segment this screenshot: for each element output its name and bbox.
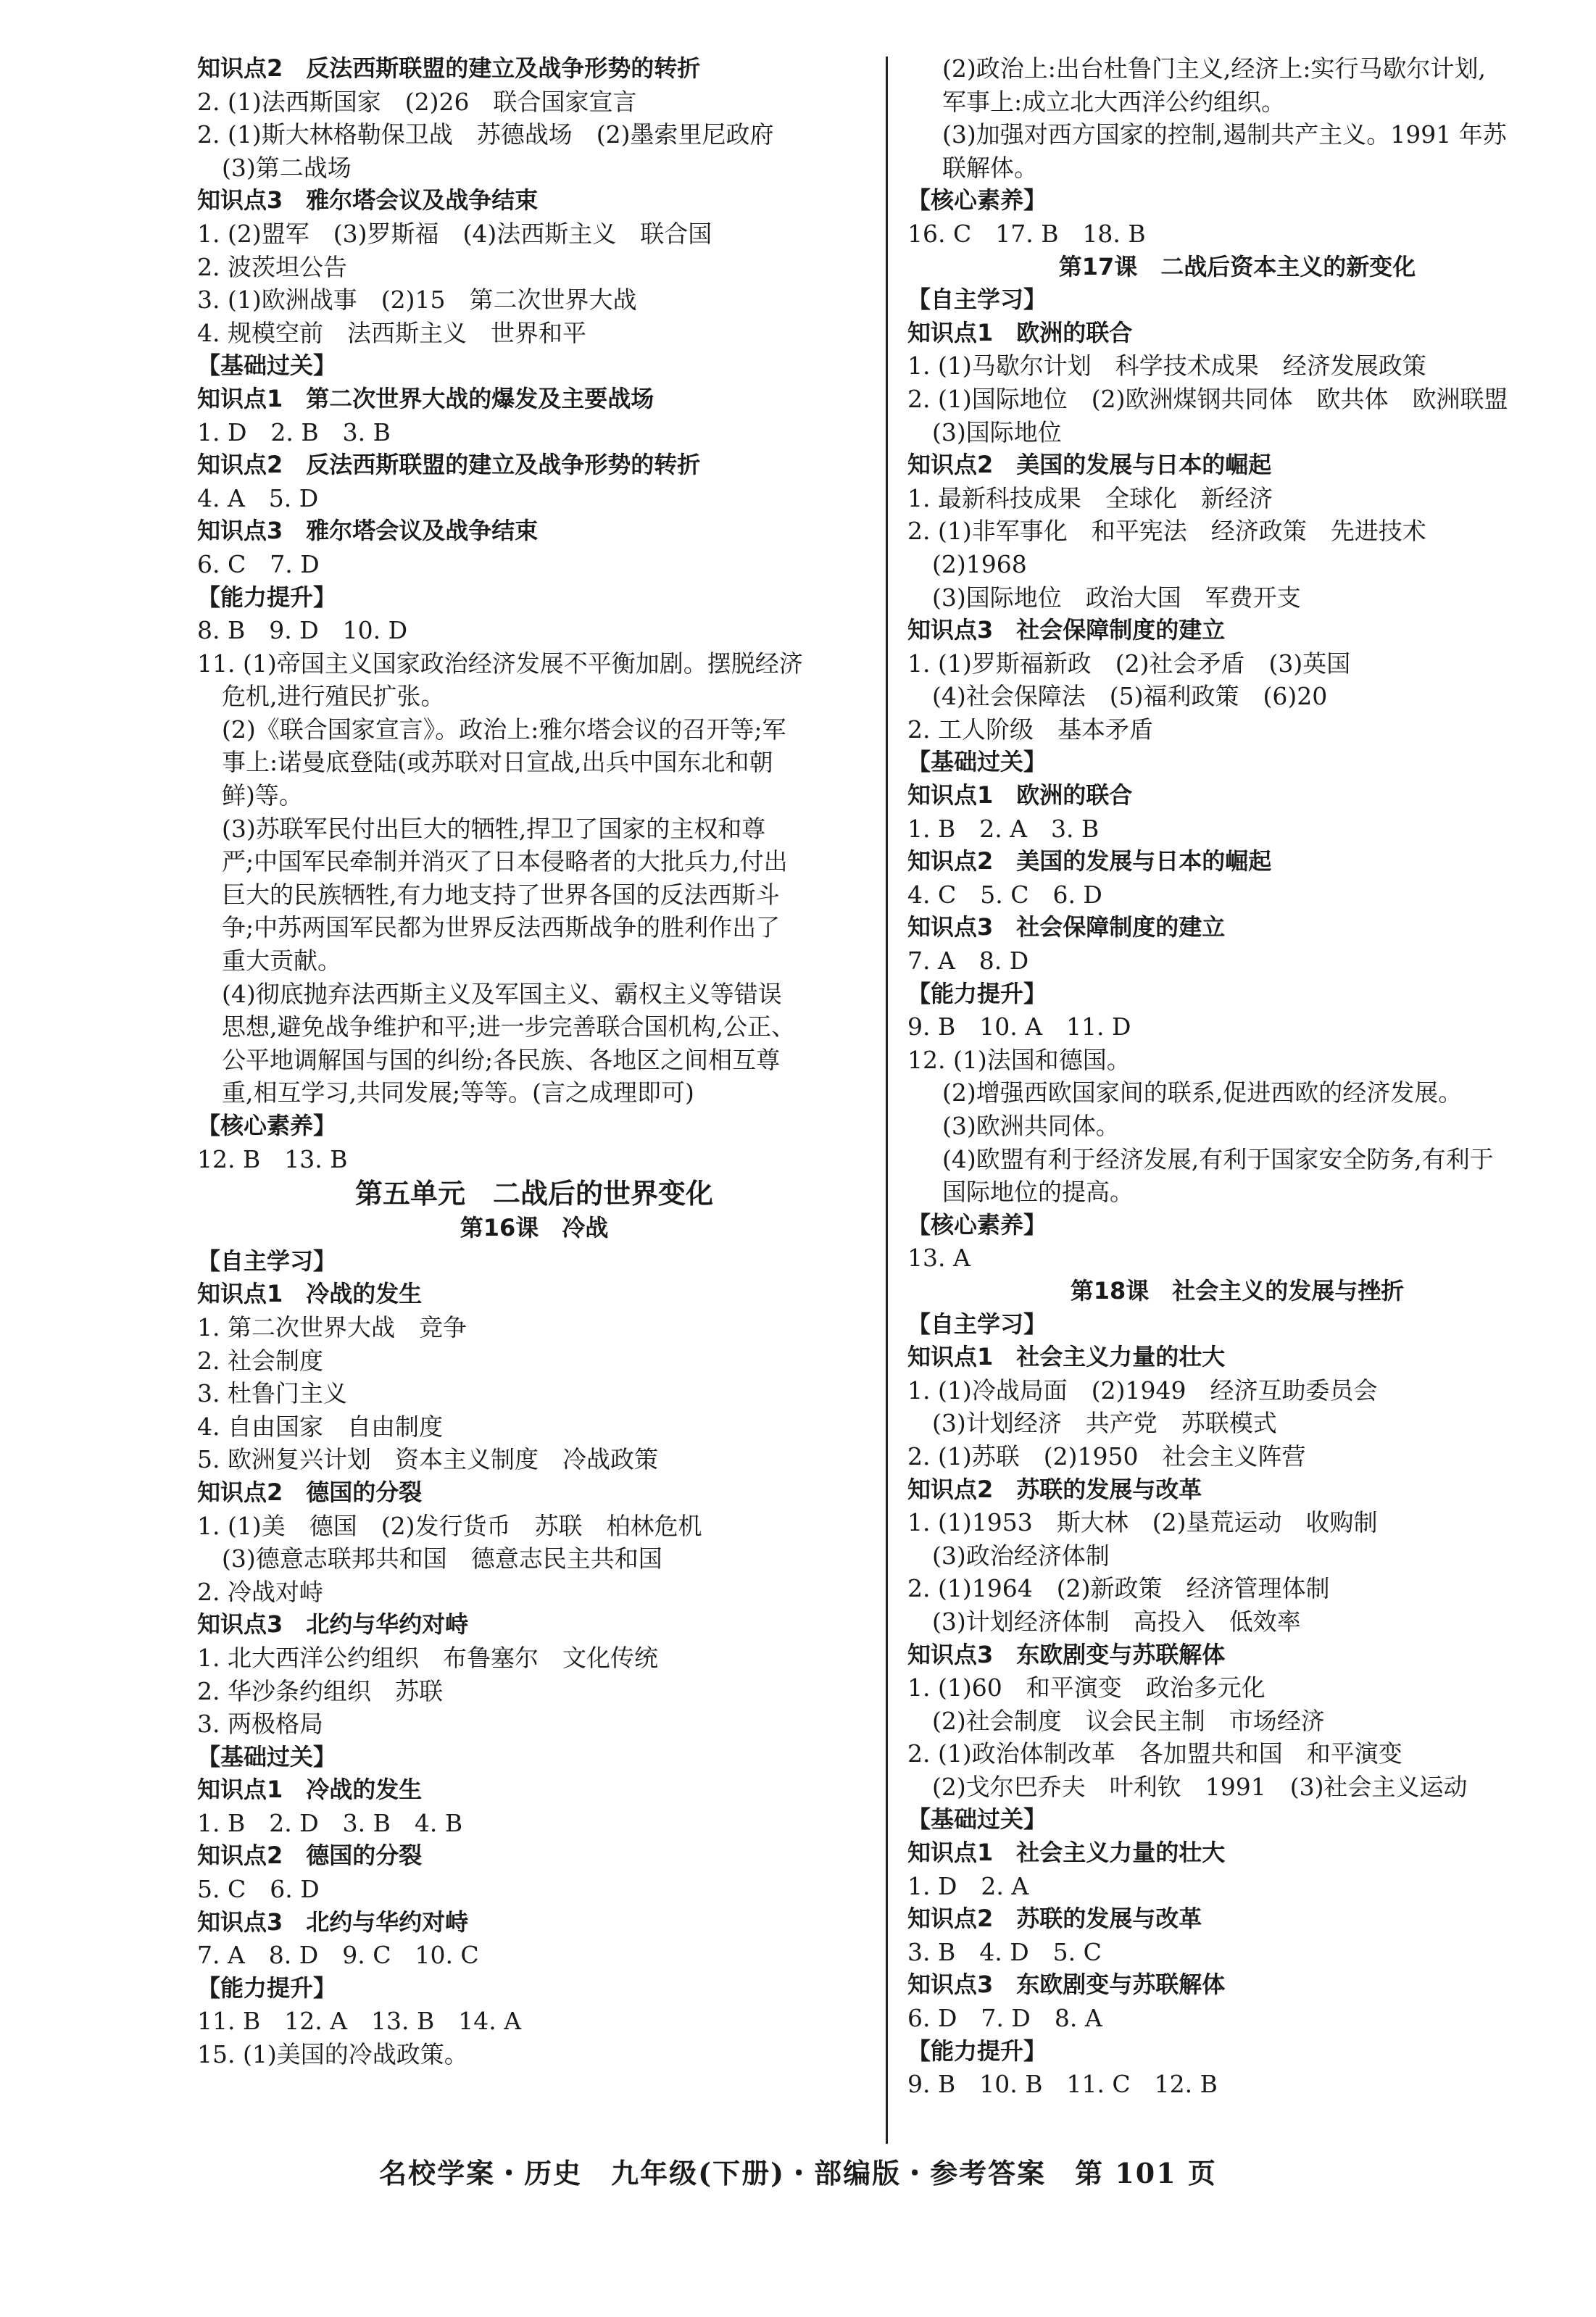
answer-line: 11. (1)帝国主义国家政治经济发展不平衡加剧。摆脱经济: [197, 649, 803, 678]
answer-line: 7. A 8. D: [907, 947, 1029, 976]
answer-line: 1. 北大西洋公约组织 布鲁塞尔 文化传统: [197, 1643, 658, 1672]
answer-line: 2. 华沙条约组织 苏联: [197, 1676, 443, 1705]
answer-line: 2. (1)1964 (2)新政策 经济管理体制: [907, 1574, 1330, 1603]
answer-line: 4. A 5. D: [197, 483, 319, 512]
page-footer: 名校学案・历史 九年级(下册)・部编版・参考答案 第 101 页: [379, 2157, 1217, 2189]
knowledge-point-heading: 知识点1 欧洲的联合: [907, 318, 1133, 346]
answer-line: 3. 杜鲁门主义: [197, 1379, 347, 1408]
answer-line: 9. B 10. A 11. D: [907, 1012, 1131, 1041]
knowledge-point-heading: 知识点2 苏联的发展与改革: [907, 1475, 1202, 1503]
knowledge-point-heading: 知识点2 德国的分裂: [197, 1478, 423, 1506]
answer-line: (2)1968: [932, 549, 1027, 578]
answer-line: 2. 波茨坦公告: [197, 252, 347, 281]
answer-line: 重大贡献。: [222, 947, 341, 976]
answer-line: 15. (1)美国的冷战政策。: [197, 2040, 468, 2069]
lesson-title: 第17课 二战后资本主义的新变化: [1058, 252, 1416, 280]
knowledge-point-heading: 知识点3 北约与华约对峙: [197, 1610, 469, 1639]
answer-line: 重,相互学习,共同发展;等等。(言之成理即可): [222, 1078, 694, 1107]
answer-line: 4. 自由国家 自由制度: [197, 1412, 443, 1441]
answer-line: (3)计划经济体制 高投入 低效率: [932, 1607, 1301, 1636]
answer-line: 9. B 10. B 11. C 12. B: [907, 2070, 1218, 2099]
answer-line: (2)社会制度 议会民主制 市场经济: [932, 1706, 1325, 1735]
answer-line: 5. 欧洲复兴计划 资本主义制度 冷战政策: [197, 1445, 658, 1474]
section-heading: 【自主学习】: [197, 1247, 337, 1275]
knowledge-point-heading: 知识点2 德国的分裂: [197, 1842, 423, 1870]
lesson-title: 第16课 冷战: [460, 1214, 609, 1242]
answer-line: 2. 社会制度: [197, 1346, 323, 1375]
knowledge-point-heading: 知识点1 欧洲的联合: [907, 781, 1133, 810]
answer-line: (3)国际地位 政治大国 军费开支: [932, 583, 1301, 612]
answer-line: 1. 第二次世界大战 竞争: [197, 1313, 467, 1341]
answer-line: (3)加强对西方国家的控制,遏制共产主义。1991 年苏: [942, 120, 1507, 149]
answer-line: 危机,进行殖民扩张。: [222, 682, 445, 711]
answer-line: 2. (1)非军事化 和平宪法 经济政策 先进技术: [907, 517, 1426, 546]
answer-line: 2. (1)苏联 (2)1950 社会主义阵营: [907, 1442, 1306, 1471]
answer-line: (3)苏联军民付出巨大的牺牲,捍卫了国家的主权和尊: [222, 814, 766, 843]
section-heading: 【基础过关】: [197, 351, 337, 380]
answer-line: 4. 规模空前 法西斯主义 世界和平: [197, 318, 586, 347]
knowledge-point-heading: 知识点1 冷战的发生: [197, 1280, 423, 1308]
answer-line: (2)戈尔巴乔夫 叶利钦 1991 (3)社会主义运动: [932, 1772, 1468, 1801]
knowledge-point-heading: 知识点1 第二次世界大战的爆发及主要战场: [197, 384, 654, 412]
answer-line: 事上:诺曼底登陆(或苏联对日宣战,出兵中国东北和朝: [222, 748, 773, 777]
knowledge-point-heading: 知识点1 冷战的发生: [197, 1776, 423, 1804]
answer-line: 1. B 2. A 3. B: [907, 814, 1100, 843]
answer-line: 2. (1)法西斯国家 (2)26 联合国家宣言: [197, 87, 637, 116]
answer-line: 2. 冷战对峙: [197, 1577, 323, 1606]
answer-line: (3)德意志联邦共和国 德意志民主共和国: [222, 1544, 662, 1573]
answer-line: (3)政治经济体制: [932, 1541, 1110, 1570]
answer-line: (4)彻底抛弃法西斯主义及军国主义、霸权主义等错误: [222, 979, 782, 1008]
lesson-title: 第18课 社会主义的发展与挫折: [1070, 1276, 1405, 1305]
answer-line: 4. C 5. C 6. D: [907, 880, 1102, 909]
knowledge-point-heading: 知识点1 社会主义力量的壮大: [907, 1343, 1226, 1371]
answer-line: 11. B 12. A 13. B 14. A: [197, 2007, 522, 2036]
answer-line: 1. (1)马歇尔计划 科学技术成果 经济发展政策: [907, 351, 1426, 380]
section-heading: 【核心素养】: [907, 186, 1047, 215]
answer-line: 16. C 17. B 18. B: [907, 219, 1146, 248]
answer-line: 思想,避免战争维护和平;进一步完善联合国机构,公正、: [222, 1012, 796, 1041]
answer-line: 1. D 2. A: [907, 1871, 1029, 1900]
knowledge-point-heading: 知识点3 北约与华约对峙: [197, 1908, 469, 1936]
knowledge-point-heading: 知识点2 反法西斯联盟的建立及战争形势的转折: [197, 451, 701, 479]
answer-line: 1. 最新科技成果 全球化 新经济: [907, 483, 1273, 512]
answer-line: 3. B 4. D 5. C: [907, 1937, 1102, 1966]
answer-line: 联解体。: [942, 153, 1038, 182]
column-divider: [886, 57, 888, 2144]
section-heading: 【能力提升】: [197, 583, 337, 611]
knowledge-point-heading: 知识点2 苏联的发展与改革: [907, 1905, 1202, 1933]
answer-line: 争;中苏两国军民都为世界反法西斯战争的胜利作出了: [222, 913, 781, 942]
answer-line: 1. D 2. B 3. B: [197, 417, 391, 446]
answer-line: 1. (1)美 德国 (2)发行货币 苏联 柏林危机: [197, 1511, 702, 1540]
answer-line: 1. (1)冷战局面 (2)1949 经济互助委员会: [907, 1376, 1378, 1405]
answer-line: 12. (1)法国和德国。: [907, 1045, 1131, 1074]
answer-line: 5. C 6. D: [197, 1875, 320, 1904]
answer-line: (3)计划经济 共产党 苏联模式: [932, 1409, 1277, 1438]
answer-line: 1. B 2. D 3. B 4. B: [197, 1808, 463, 1837]
answer-line: 2. (1)斯大林格勒保卫战 苏德战场 (2)墨索里尼政府: [197, 120, 774, 149]
answer-line: 国际地位的提高。: [942, 1178, 1134, 1207]
answer-line: 3. (1)欧洲战事 (2)15 第二次世界大战: [197, 286, 637, 315]
knowledge-point-heading: 知识点2 美国的发展与日本的崛起: [907, 451, 1272, 479]
knowledge-point-heading: 知识点1 社会主义力量的壮大: [907, 1839, 1226, 1867]
knowledge-point-heading: 知识点3 社会保障制度的建立: [907, 616, 1226, 644]
knowledge-point-heading: 知识点3 雅尔塔会议及战争结束: [197, 517, 539, 545]
section-heading: 【能力提升】: [197, 1973, 337, 2002]
knowledge-point-heading: 知识点3 雅尔塔会议及战争结束: [197, 186, 539, 215]
answer-line: 8. B 9. D 10. D: [197, 616, 408, 645]
answer-line: (2)《联合国家宣言》。政治上:雅尔塔会议的召开等;军: [222, 715, 786, 744]
section-heading: 【核心素养】: [907, 1210, 1047, 1239]
section-heading: 【能力提升】: [907, 979, 1047, 1007]
answer-line: 6. D 7. D 8. A: [907, 2004, 1102, 2033]
section-heading: 【基础过关】: [907, 748, 1047, 776]
knowledge-point-heading: 知识点2 美国的发展与日本的崛起: [907, 847, 1272, 875]
answer-line: 2. 工人阶级 基本矛盾: [907, 715, 1153, 744]
answer-line: (3)欧洲共同体。: [942, 1112, 1120, 1140]
answer-line: (4)社会保障法 (5)福利政策 (6)20: [932, 682, 1328, 711]
answer-line: 军事上:成立北大西洋公约组织。: [942, 87, 1286, 116]
answer-line: (2)政治上:出台杜鲁门主义,经济上:实行马歇尔计划,: [942, 54, 1486, 83]
answer-line: 1. (1)1953 斯大林 (2)垦荒运动 收购制: [907, 1508, 1378, 1537]
knowledge-point-heading: 知识点3 东欧剧变与苏联解体: [907, 1640, 1226, 1668]
answer-line: 公平地调解国与国的纠纷;各民族、各地区之间相互尊: [222, 1045, 781, 1074]
knowledge-point-heading: 知识点3 东欧剧变与苏联解体: [907, 1971, 1226, 1999]
answer-line: 7. A 8. D 9. C 10. C: [197, 1941, 479, 1970]
knowledge-point-heading: 知识点2 反法西斯联盟的建立及战争形势的转折: [197, 54, 701, 82]
section-heading: 【自主学习】: [907, 1310, 1047, 1338]
answer-line: 2. (1)国际地位 (2)欧洲煤钢共同体 欧共体 欧洲联盟: [907, 384, 1508, 413]
right-column: [907, 52, 1567, 2101]
answer-line: 3. 两极格局: [197, 1710, 323, 1739]
section-heading: 【基础过关】: [197, 1742, 337, 1771]
answer-line: 1. (2)盟军 (3)罗斯福 (4)法西斯主义 联合国: [197, 219, 712, 248]
answer-line: (4)欧盟有利于经济发展,有利于国家安全防务,有利于: [942, 1144, 1494, 1173]
section-heading: 【自主学习】: [907, 286, 1047, 314]
answer-line: 13. A: [907, 1244, 971, 1273]
answer-line: 12. B 13. B: [197, 1144, 348, 1173]
answer-line: 2. (1)政治体制改革 各加盟共和国 和平演变: [907, 1739, 1402, 1768]
section-heading: 【核心素养】: [197, 1112, 337, 1139]
section-heading: 【能力提升】: [907, 2037, 1047, 2065]
answer-line: 严;中国军民牵制并消灭了日本侵略者的大批兵力,付出: [222, 847, 788, 876]
answer-line: 6. C 7. D: [197, 549, 320, 578]
answer-line: 1. (1)60 和平演变 政治多元化: [907, 1673, 1265, 1702]
answer-line: 1. (1)罗斯福新政 (2)社会矛盾 (3)英国: [907, 649, 1351, 678]
answer-line: (3)第二战场: [222, 153, 352, 182]
answer-line: (3)国际地位: [932, 417, 1062, 446]
unit-title: 第五单元 二战后的世界变化: [354, 1178, 713, 1210]
section-heading: 【基础过关】: [907, 1805, 1047, 1834]
answer-line: 巨大的民族牺牲,有力地支持了世界各国的反法西斯斗: [222, 880, 780, 909]
left-column: [197, 52, 871, 2071]
knowledge-point-heading: 知识点3 社会保障制度的建立: [907, 913, 1226, 941]
answer-line: (2)增强西欧国家间的联系,促进西欧的经济发展。: [942, 1078, 1463, 1107]
answer-line: 鲜)等。: [222, 781, 303, 810]
